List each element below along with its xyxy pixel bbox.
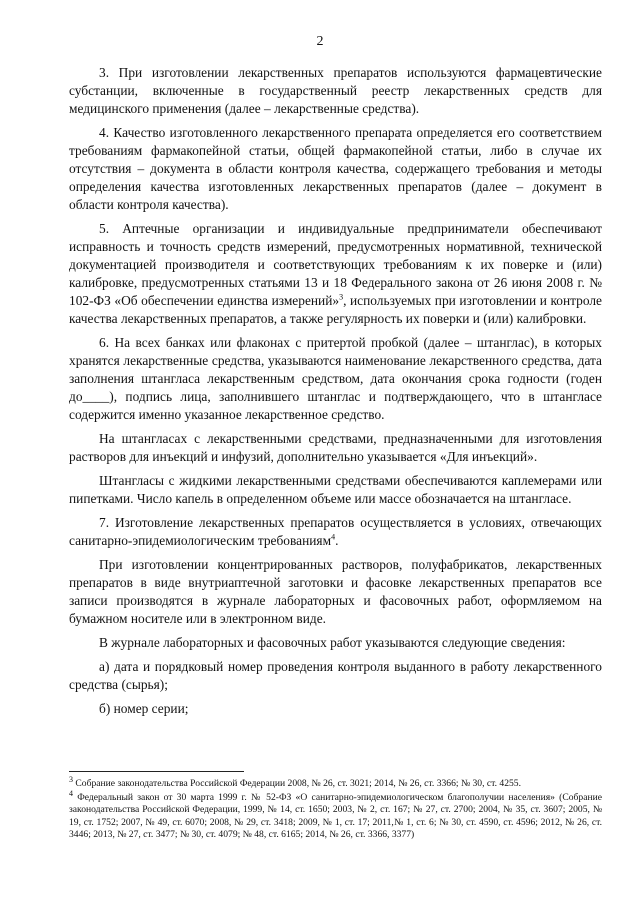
footnote-4-marker: 4 (69, 788, 73, 798)
paragraph-7-end: . (335, 533, 339, 548)
paragraph-6-injections: На штангласах с лекарственными средствами, предназначенными для изготовления растворов для инъекций и инфузий, дополнительно указывается «Для инъекций». (69, 431, 602, 464)
paragraph-5-part-2: , используемых при изготовлении и контроле качества лекарственных препаратов, а также регулярность их поверки и (или) калибровки. (69, 293, 602, 326)
paragraph-7-text: 7. Изготовление лекарственных препаратов осуществляется в условиях, отвечающих санитарно-эпидемиологическим требованиям (69, 515, 602, 548)
page-number: 2 (316, 34, 324, 49)
footnotes (69, 774, 602, 843)
footnote-4 (69, 788, 602, 842)
footnote-4-text: Федеральный закон от 30 марта 1999 г. № 52-ФЗ «О санитарно-эпидемиологическом благополучии населения» (Собрание законодательства Российской Федерации, 1999, № 14, ст. 1650; 2003, № 2, ст. 167; № 27, ст. 2700; 2004, № 35, ст. 3607; 2005, № 19, ст. 1752; 2007, № 49, ст. 6070; 2008, № 29, ст. 3418; 2009, № 1, ст. 17; 2011,№ 1, ст. 6; № 30, ст. 4590, ст. 4596; 2012, № 26, ст. 3446; 2013, № 27, ст. 3477; № 30, ст. 4079; № 48, ст. 6165; 2014, № 26, ст. 3366, 3377) (69, 791, 602, 841)
footnote-3-marker: 3 (69, 774, 73, 784)
paragraph-6: 6. На всех банках или флаконах с притертой пробкой (далее – штанглас), в которых хранятся лекарственные средства, указываются наименование лекарственного средства, дата заполнения штангласа лекарственным средством, дата окончания срока годности (годен до____), подпись лица, заполнившего штанглас и подтверждающего, что в штангласе содержится именно указанное лекарственное средство. (69, 335, 602, 422)
document-body (69, 64, 602, 724)
list-item-b: б) номер серии; (99, 701, 189, 716)
paragraph-5 (69, 220, 602, 328)
paragraph-4: 4. Качество изготовленного лекарственного препарата определяется его соответствием требованиям фармакопейной статьи, общей фармакопейной статьи, либо в случае их отсутствия – документа в области контроля качества, содержащего требования и методы определения качества изготовленных лекарственных препаратов (далее – документ в области контроля качества). (69, 125, 602, 212)
footnote-ref-3: 3 (339, 292, 344, 302)
paragraph-7-records: При изготовлении концентрированных растворов, полуфабрикатов, лекарственных препаратов в виде внутриаптечной заготовки и фасовке лекарственных препаратов все записи производятся в журнале лабораторных и фасовочных работ, оформляемом на бумажном носителе или в электронном виде. (69, 557, 602, 626)
footnote-3-text: Собрание законодательства Российской Федерации 2008, № 26, ст. 3021; 2014, № 26, ст. 3366; № 30, ст. 4255. (75, 778, 521, 789)
paragraph-7 (69, 514, 602, 550)
paragraph-6-droppers: Штангласы с жидкими лекарственными средствами обеспечиваются каплемерами или пипетками. Число капель в определенном объеме или массе обозначается на штангласе. (69, 473, 602, 506)
paragraph-3: 3. При изготовлении лекарственных препаратов используются фармацевтические субстанции, включенные в государственный реестр лекарственных средств для медицинского применения (далее – лекарственные средства). (69, 65, 602, 116)
list-item-a: а) дата и порядковый номер проведения контроля выданного в работу лекарственного средства (сырья); (69, 659, 602, 692)
paragraph-5-part-1: 5. Аптечные организации и индивидуальные предприниматели обеспечивают исправность и точность средств измерений, предусмотренных нормативной, технической документацией производителя и соответствующих требованиям к их поверке и (или) калибровке, предусмотренных статьями 13 и 18 Федерального закона от 26 июня 2008 г. № 102-ФЗ «Об обеспечении единства измерений» (69, 221, 602, 308)
footnote-ref-4: 4 (331, 532, 336, 542)
paragraph-7-journal: В журнале лабораторных и фасовочных работ указываются следующие сведения: (99, 635, 566, 650)
footnote-divider (69, 771, 244, 772)
footnote-3 (69, 774, 602, 791)
